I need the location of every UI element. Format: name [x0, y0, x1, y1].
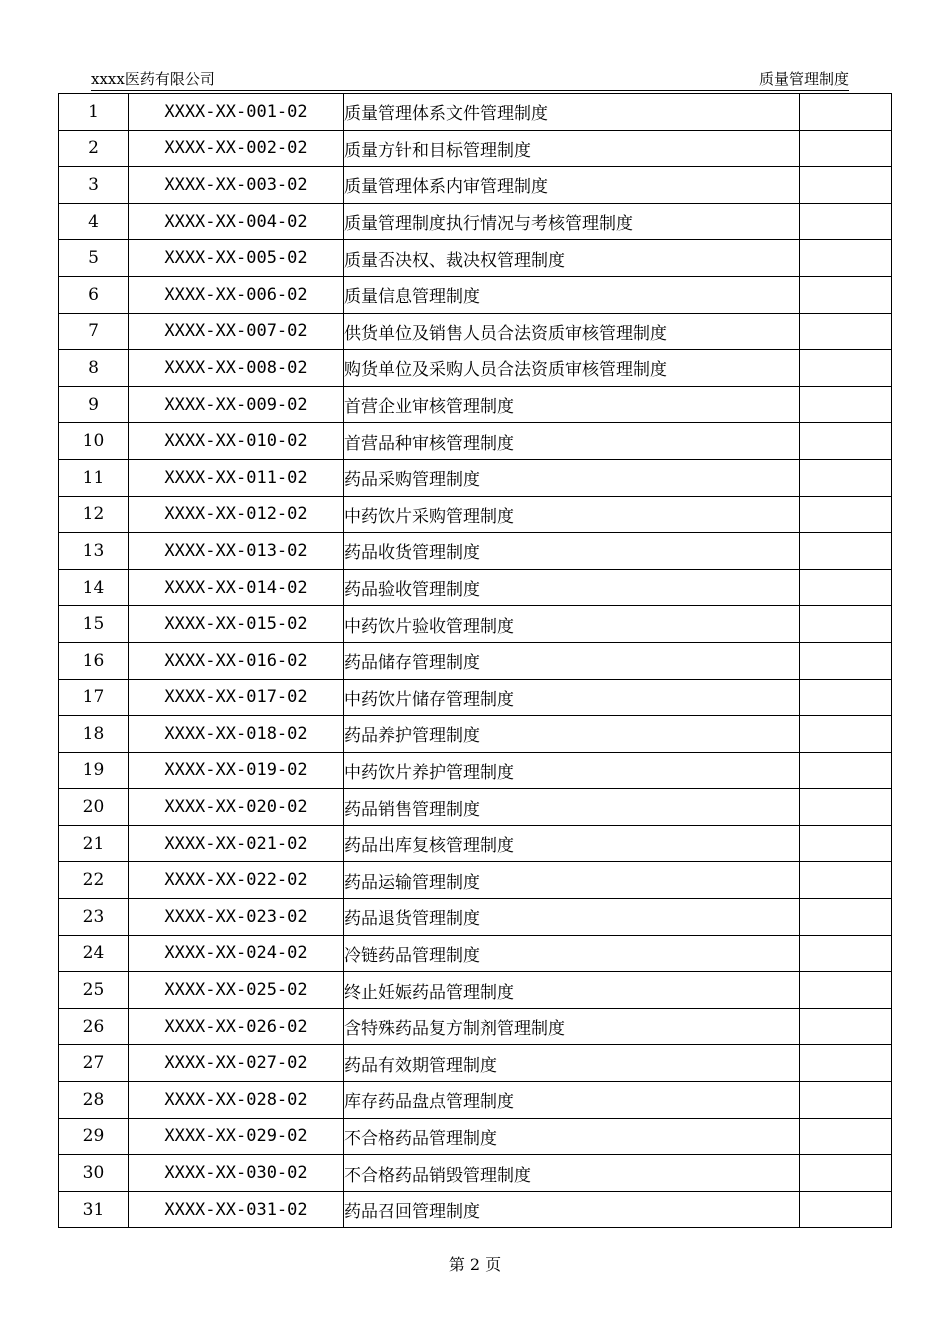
table-row: [59, 1082, 892, 1119]
document-code: XXXX-XX-026-02: [129, 1008, 344, 1045]
remarks-cell: [800, 167, 892, 204]
document-code: XXXX-XX-017-02: [129, 679, 344, 716]
document-code: XXXX-XX-023-02: [129, 899, 344, 936]
regulation-name: 不合格药品销毁管理制度: [344, 1155, 800, 1192]
table-row: [59, 167, 892, 204]
regulation-name: 中药饮片验收管理制度: [344, 606, 800, 643]
table-row: [59, 752, 892, 789]
regulation-name: 药品验收管理制度: [344, 569, 800, 606]
remarks-cell: [800, 350, 892, 387]
document-title: 质量管理制度: [758, 70, 849, 88]
row-number: 17: [59, 679, 129, 716]
row-number: 3: [59, 167, 129, 204]
header-divider: [91, 90, 849, 91]
remarks-cell: [800, 459, 892, 496]
regulation-name: 中药饮片养护管理制度: [344, 752, 800, 789]
table-row: [59, 1008, 892, 1045]
row-number: 9: [59, 386, 129, 423]
regulation-name: 质量管理制度执行情况与考核管理制度: [344, 203, 800, 240]
company-name: xxxx医药有限公司: [91, 70, 215, 88]
regulation-name: 不合格药品管理制度: [344, 1118, 800, 1155]
table-row: [59, 789, 892, 826]
table-row: [59, 496, 892, 533]
row-number: 18: [59, 716, 129, 753]
document-code: XXXX-XX-006-02: [129, 276, 344, 313]
document-code: XXXX-XX-005-02: [129, 240, 344, 277]
regulation-name: 质量管理体系内审管理制度: [344, 167, 800, 204]
regulations-table: [58, 93, 892, 1228]
table-row: [59, 569, 892, 606]
row-number: 16: [59, 642, 129, 679]
table-row: [59, 825, 892, 862]
remarks-cell: [800, 240, 892, 277]
table-row: [59, 606, 892, 643]
table-row: [59, 1191, 892, 1228]
document-code: XXXX-XX-015-02: [129, 606, 344, 643]
table-row: [59, 533, 892, 570]
regulation-name: 质量信息管理制度: [344, 276, 800, 313]
table-row: [59, 1045, 892, 1082]
regulation-name: 药品有效期管理制度: [344, 1045, 800, 1082]
document-code: XXXX-XX-025-02: [129, 972, 344, 1009]
remarks-cell: [800, 496, 892, 533]
regulation-name: 药品收货管理制度: [344, 533, 800, 570]
remarks-cell: [800, 972, 892, 1009]
regulation-name: 药品养护管理制度: [344, 716, 800, 753]
remarks-cell: [800, 1008, 892, 1045]
remarks-cell: [800, 1155, 892, 1192]
document-code: XXXX-XX-030-02: [129, 1155, 344, 1192]
document-code: XXXX-XX-024-02: [129, 935, 344, 972]
table-row: [59, 642, 892, 679]
regulation-name: 中药饮片储存管理制度: [344, 679, 800, 716]
row-number: 8: [59, 350, 129, 387]
remarks-cell: [800, 569, 892, 606]
regulation-name: 库存药品盘点管理制度: [344, 1082, 800, 1119]
table-row: [59, 1155, 892, 1192]
remarks-cell: [800, 1045, 892, 1082]
row-number: 12: [59, 496, 129, 533]
remarks-cell: [800, 423, 892, 460]
document-code: XXXX-XX-010-02: [129, 423, 344, 460]
document-code: XXXX-XX-012-02: [129, 496, 344, 533]
regulation-name: 供货单位及销售人员合法资质审核管理制度: [344, 313, 800, 350]
row-number: 4: [59, 203, 129, 240]
table-row: [59, 276, 892, 313]
remarks-cell: [800, 386, 892, 423]
row-number: 21: [59, 825, 129, 862]
document-code: XXXX-XX-013-02: [129, 533, 344, 570]
row-number: 11: [59, 459, 129, 496]
regulation-name: 终止妊娠药品管理制度: [344, 972, 800, 1009]
regulation-name: 药品出库复核管理制度: [344, 825, 800, 862]
row-number: 26: [59, 1008, 129, 1045]
row-number: 29: [59, 1118, 129, 1155]
remarks-cell: [800, 935, 892, 972]
document-code: XXXX-XX-002-02: [129, 130, 344, 167]
remarks-cell: [800, 679, 892, 716]
table-row: [59, 130, 892, 167]
table-row: [59, 935, 892, 972]
remarks-cell: [800, 1191, 892, 1228]
document-code: XXXX-XX-029-02: [129, 1118, 344, 1155]
regulation-name: 冷链药品管理制度: [344, 935, 800, 972]
remarks-cell: [800, 94, 892, 131]
document-code: XXXX-XX-001-02: [129, 94, 344, 131]
regulation-name: 质量否决权、裁决权管理制度: [344, 240, 800, 277]
regulation-name: 药品采购管理制度: [344, 459, 800, 496]
table-row: [59, 203, 892, 240]
document-code: XXXX-XX-004-02: [129, 203, 344, 240]
remarks-cell: [800, 1082, 892, 1119]
table-row: [59, 679, 892, 716]
regulation-name: 首营企业审核管理制度: [344, 386, 800, 423]
table-row: [59, 240, 892, 277]
row-number: 25: [59, 972, 129, 1009]
row-number: 13: [59, 533, 129, 570]
remarks-cell: [800, 716, 892, 753]
document-code: XXXX-XX-028-02: [129, 1082, 344, 1119]
remarks-cell: [800, 1118, 892, 1155]
document-code: XXXX-XX-014-02: [129, 569, 344, 606]
document-code: XXXX-XX-019-02: [129, 752, 344, 789]
table-row: [59, 972, 892, 1009]
table-row: [59, 716, 892, 753]
row-number: 31: [59, 1191, 129, 1228]
row-number: 22: [59, 862, 129, 899]
row-number: 1: [59, 94, 129, 131]
remarks-cell: [800, 606, 892, 643]
table-row: [59, 899, 892, 936]
table-row: [59, 313, 892, 350]
regulation-name: 药品储存管理制度: [344, 642, 800, 679]
remarks-cell: [800, 899, 892, 936]
table-row: [59, 423, 892, 460]
table-row: [59, 386, 892, 423]
row-number: 10: [59, 423, 129, 460]
document-code: XXXX-XX-009-02: [129, 386, 344, 423]
table-row: [59, 94, 892, 131]
table-row: [59, 1118, 892, 1155]
document-code: XXXX-XX-016-02: [129, 642, 344, 679]
document-code: XXXX-XX-011-02: [129, 459, 344, 496]
remarks-cell: [800, 862, 892, 899]
regulation-name: 药品召回管理制度: [344, 1191, 800, 1228]
regulation-name: 含特殊药品复方制剂管理制度: [344, 1008, 800, 1045]
row-number: 6: [59, 276, 129, 313]
row-number: 28: [59, 1082, 129, 1119]
remarks-cell: [800, 533, 892, 570]
document-code: XXXX-XX-027-02: [129, 1045, 344, 1082]
remarks-cell: [800, 752, 892, 789]
row-number: 14: [59, 569, 129, 606]
table-body: [59, 94, 892, 1228]
table-row: [59, 862, 892, 899]
row-number: 7: [59, 313, 129, 350]
remarks-cell: [800, 642, 892, 679]
row-number: 27: [59, 1045, 129, 1082]
remarks-cell: [800, 276, 892, 313]
remarks-cell: [800, 130, 892, 167]
remarks-cell: [800, 203, 892, 240]
table-row: [59, 350, 892, 387]
document-code: XXXX-XX-022-02: [129, 862, 344, 899]
row-number: 30: [59, 1155, 129, 1192]
regulation-name: 药品销售管理制度: [344, 789, 800, 826]
table-row: [59, 459, 892, 496]
document-code: XXXX-XX-020-02: [129, 789, 344, 826]
row-number: 19: [59, 752, 129, 789]
regulation-name: 药品退货管理制度: [344, 899, 800, 936]
row-number: 24: [59, 935, 129, 972]
regulation-name: 购货单位及采购人员合法资质审核管理制度: [344, 350, 800, 387]
remarks-cell: [800, 313, 892, 350]
document-code: XXXX-XX-031-02: [129, 1191, 344, 1228]
document-code: XXXX-XX-007-02: [129, 313, 344, 350]
row-number: 5: [59, 240, 129, 277]
document-code: XXXX-XX-003-02: [129, 167, 344, 204]
row-number: 20: [59, 789, 129, 826]
row-number: 2: [59, 130, 129, 167]
regulation-name: 中药饮片采购管理制度: [344, 496, 800, 533]
page-number: 第 2 页: [448, 1255, 502, 1274]
regulation-name: 质量方针和目标管理制度: [344, 130, 800, 167]
regulation-name: 质量管理体系文件管理制度: [344, 94, 800, 131]
regulation-name: 首营品种审核管理制度: [344, 423, 800, 460]
document-code: XXXX-XX-008-02: [129, 350, 344, 387]
row-number: 23: [59, 899, 129, 936]
document-code: XXXX-XX-021-02: [129, 825, 344, 862]
row-number: 15: [59, 606, 129, 643]
page-header: [91, 68, 849, 90]
remarks-cell: [800, 825, 892, 862]
regulation-name: 药品运输管理制度: [344, 862, 800, 899]
remarks-cell: [800, 789, 892, 826]
document-code: XXXX-XX-018-02: [129, 716, 344, 753]
